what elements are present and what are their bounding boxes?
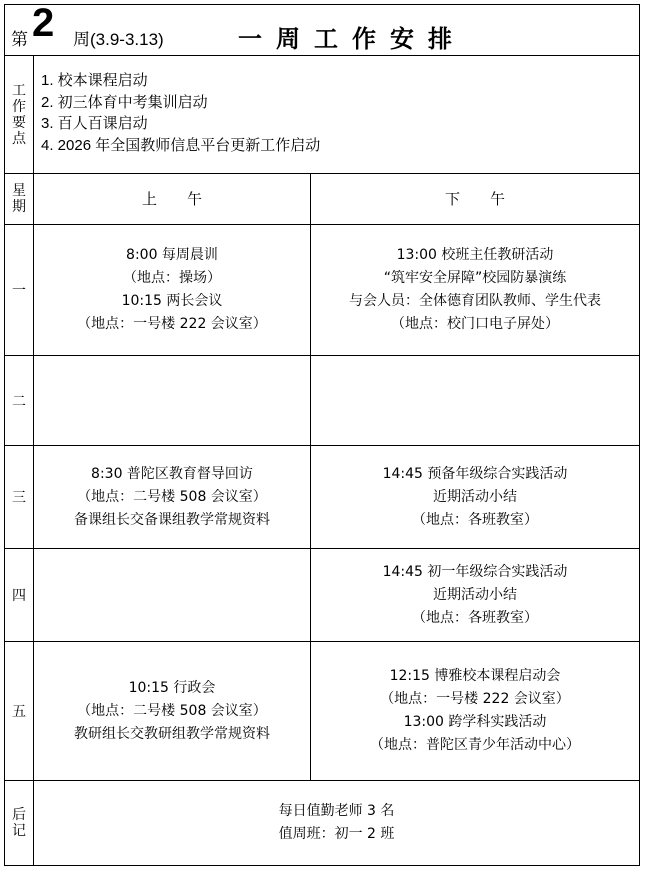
page-title: 一周工作安排	[238, 25, 466, 53]
label-char: 期	[12, 199, 26, 215]
day-label: 二	[12, 393, 26, 410]
schedule-line: 近期活动小结	[433, 488, 517, 505]
afternoon-cell	[311, 356, 639, 445]
morning-cell	[34, 356, 311, 445]
day-label: 四	[12, 588, 26, 604]
schedule-line: 10:15 行政会	[128, 679, 216, 696]
notes-row	[5, 781, 639, 865]
label-char: 星	[12, 183, 26, 199]
work-focus-list	[41, 70, 320, 156]
morning-cell	[34, 549, 311, 641]
notes-label	[5, 781, 34, 865]
schedule-line: 教研组长交教研组教学常规资料	[74, 725, 270, 742]
afternoon-cell	[311, 549, 639, 641]
weekly-schedule-table	[4, 1, 640, 866]
schedule-line: 与会人员：全体德育团队教师、学生代表	[349, 293, 601, 309]
afternoon-header: 下午	[444, 189, 535, 208]
afternoon-cell	[311, 225, 639, 355]
schedule-line: （地点：普陀区青少年活动中心）	[370, 737, 580, 753]
schedule-line: 14:45 初一年级综合实践活动	[382, 563, 568, 580]
day-label: 五	[12, 704, 26, 720]
week-word: 周	[73, 30, 90, 50]
schedule-line: 8:30 普陀区教育督导回访	[91, 465, 253, 482]
day-label: 一	[12, 283, 26, 299]
morning-cell	[34, 225, 311, 355]
morning-cell	[34, 446, 311, 548]
schedule-line: （地点：一号楼 222 会议室）	[380, 691, 570, 707]
afternoon-cell	[311, 446, 639, 548]
schedule-line: 12:15 博雅校本课程启动会	[389, 668, 561, 684]
label-char: 要	[12, 114, 26, 131]
notes-cell	[34, 781, 639, 865]
schedule-line: （地点：各班教室）	[412, 511, 538, 528]
day-row-thursday	[5, 549, 639, 642]
list-item: 2. 初三体育中考集训启动	[41, 93, 208, 111]
list-item: 1. 校本课程启动	[41, 72, 148, 89]
weekday-label	[5, 174, 34, 224]
work-focus-row	[5, 56, 639, 174]
schedule-line: 13:00 跨学科实践活动	[403, 714, 547, 730]
week-prefix: 第	[11, 30, 28, 50]
schedule-line: “筑牢安全屏障”校园防暴演练	[383, 270, 567, 286]
note-line: 值周班：初一 2 班	[278, 826, 395, 842]
day-row-tuesday	[5, 356, 639, 446]
week-number: 2	[32, 1, 55, 45]
note-line: 每日值勤老师 3 名	[278, 803, 395, 819]
list-item: 3. 百人百课启动	[41, 115, 148, 132]
schedule-line: （地点：二号楼 508 会议室）	[77, 702, 267, 719]
afternoon-cell	[311, 642, 639, 780]
label-char: 点	[12, 130, 26, 147]
schedule-line: （地点：二号楼 508 会议室）	[77, 488, 267, 505]
work-focus-label	[5, 56, 34, 173]
schedule-line: 14:45 预备年级综合实践活动	[382, 465, 568, 482]
morning-header: 上午	[141, 189, 232, 208]
day-label: 三	[12, 490, 26, 506]
day-row-friday	[5, 642, 639, 781]
label-char: 作	[12, 98, 26, 115]
schedule-line: 备课组长交备课组教学常规资料	[74, 511, 270, 528]
schedule-line: （地点：各班教室）	[412, 609, 538, 626]
schedule-line: 近期活动小结	[433, 586, 517, 603]
week-dates: (3.9-3.13)	[90, 30, 164, 49]
schedule-line: 8:00 每周晨训	[126, 247, 218, 263]
week-range	[73, 25, 164, 50]
schedule-line: 13:00 校班主任教研活动	[396, 247, 554, 263]
day-row-wednesday	[5, 446, 639, 549]
day-row-monday	[5, 225, 639, 356]
schedule-line: （地点：校门口电子屏处）	[391, 316, 559, 332]
label-char: 工	[12, 82, 26, 99]
morning-cell	[34, 642, 311, 780]
schedule-line: 10:15 两长会议	[121, 293, 223, 309]
column-header-row	[5, 174, 639, 225]
schedule-line: （地点：操场）	[123, 270, 221, 286]
list-item: 4. 2026 年全国教师信息平台更新工作启动	[41, 136, 321, 154]
label-char: 记	[12, 823, 26, 839]
header-row	[5, 1, 639, 56]
label-char: 后	[12, 807, 26, 823]
schedule-line: （地点：一号楼 222 会议室）	[77, 316, 267, 332]
